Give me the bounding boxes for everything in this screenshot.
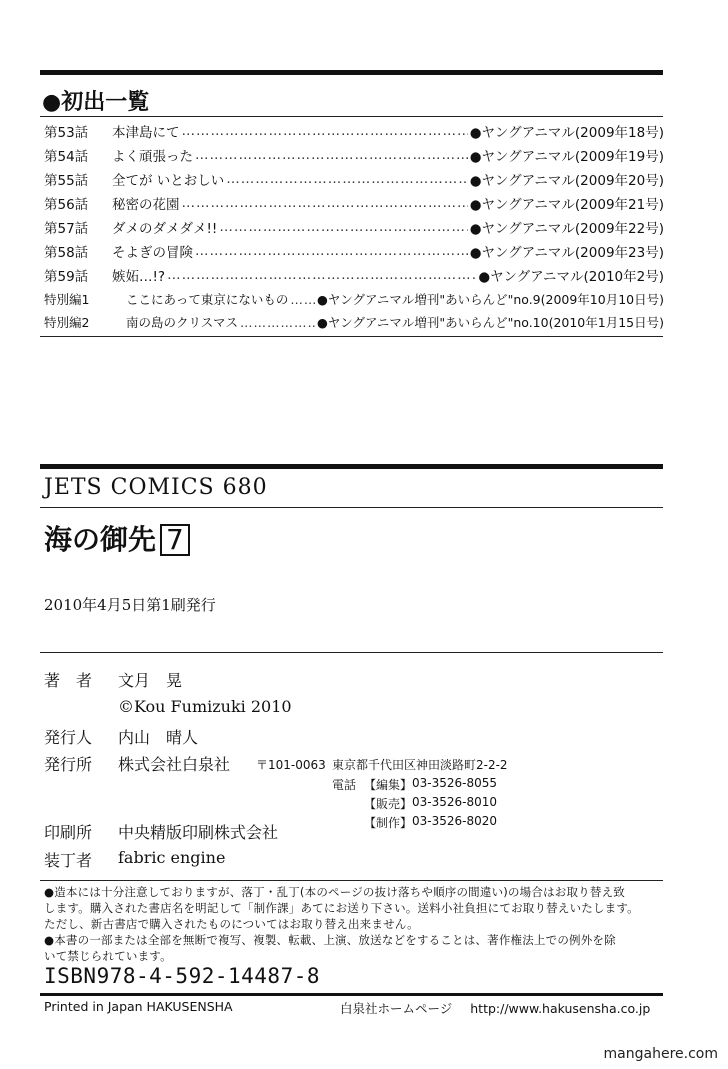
footer-rule (40, 993, 663, 996)
toc-row-special (44, 288, 664, 310)
toc-source: ●ヤングアニマル増刊"あいらんど"no.9(2009年10月10日号) (316, 292, 664, 307)
designer-name: fabric engine (118, 848, 226, 867)
publisher-address: 東京都千代田区神田淡路町2-2-2 (332, 758, 508, 772)
toc-row-special (44, 311, 664, 333)
designer-label: 装丁者 (44, 851, 93, 870)
toc-episode: 特別編1 (44, 292, 90, 307)
toc-episode: 第55話 (44, 173, 89, 189)
publisher-name: 株式会社白泉社 (118, 755, 231, 774)
toc-row (44, 192, 664, 214)
notice-line: ただし、新古書店で購入されたものについてはお取り替え出来ません。 (44, 917, 419, 931)
leader-dots (182, 123, 468, 139)
phone-number: 03-3526-8010 (412, 795, 498, 809)
publisher-label: 発行所 (44, 755, 93, 774)
toc-row (44, 168, 664, 190)
series-divider (40, 507, 663, 508)
leader-dots (240, 315, 315, 330)
author-label: 著 者 (44, 671, 93, 690)
colophon-top-rule (40, 464, 663, 469)
notice-line: ●本書の一部または全部を無断で複写、複製、転載、上演、放送などをすることは、著作権法上での例外を除 (44, 933, 616, 947)
publisher-person-label: 発行人 (44, 728, 93, 747)
leader-dots (226, 171, 467, 187)
toc-episode: 第56話 (44, 197, 89, 213)
toc-episode-title: ダメのダメダメ!! (112, 221, 218, 237)
copyright: ©Kou Fumizuki 2010 (118, 697, 292, 716)
leader-dots (195, 147, 468, 163)
toc-row (44, 240, 664, 262)
toc-episode-title: 本津島にて (112, 125, 180, 141)
printed-in: Printed in Japan HAKUSENSHA (44, 999, 233, 1014)
publisher-person: 内山 晴人 (118, 728, 199, 747)
toc-row (44, 216, 664, 238)
series-name: JETS COMICS 680 (44, 475, 268, 500)
homepage-url[interactable]: http://www.hakusensha.co.jp (470, 1001, 651, 1016)
toc-source: ●ヤングアニマル(2009年20号) (469, 173, 664, 189)
phone-dept: 【編集】 (364, 778, 413, 792)
toc-episode-title: 全てが いとおしい (112, 173, 225, 189)
toc-episode: 第53話 (44, 125, 89, 141)
toc-episode-title: 秘密の花園 (112, 197, 180, 213)
toc-episode: 第58話 (44, 245, 89, 261)
printer-label: 印刷所 (44, 823, 93, 842)
toc-episode: 特別編2 (44, 315, 90, 330)
leader-dots (219, 219, 467, 235)
toc-row (44, 264, 664, 286)
phone-number: 03-3526-8055 (412, 776, 498, 790)
author-name: 文月 晃 (118, 671, 183, 690)
homepage (340, 999, 650, 1017)
isbn: ISBN978-4-592-14487-8 (44, 964, 321, 988)
toc-source: ●ヤングアニマル(2009年22号) (469, 221, 664, 237)
postal-code: 〒101-0063 (256, 758, 326, 772)
notice-line: します。購入された書店名を明記して「制作課」あてにお送り下さい。送料小社負担にてお取り替えいたします。 (44, 901, 639, 915)
publication-date: 2010年4月5日第1刷発行 (44, 596, 216, 614)
toc-source: ●ヤングアニマル(2009年19号) (469, 149, 664, 165)
toc-episode-title: 南の島のクリスマス (126, 315, 239, 330)
notice-top-rule (40, 880, 663, 881)
toc-source: ●ヤングアニマル増刊"あいらんど"no.10(2010年1月15日号) (316, 315, 664, 330)
toc-episode: 第54話 (44, 149, 89, 165)
book-title (44, 518, 190, 558)
top-rule (40, 70, 663, 75)
phone-dept: 【販売】 (364, 797, 413, 811)
book-title-text: 海の御先 (44, 523, 157, 556)
notice-line: いて禁じられています。 (44, 949, 172, 963)
printer-name: 中央精版印刷株式会社 (118, 823, 279, 842)
toc-episode-title: ここにあって東京にないもの (126, 292, 289, 307)
toc-episode-title: 嫉妬…!? (112, 269, 166, 285)
toc-bottom-rule (40, 336, 663, 337)
toc-row (44, 144, 664, 166)
toc-source: ●ヤングアニマル(2009年21号) (469, 197, 664, 213)
notice-line: ●造本には十分注意しておりますが、落丁・乱丁(本のページの抜け落ちや順序の間違い)の場合はお取り替え致 (44, 885, 625, 899)
toc-title: ●初出一覧 (42, 90, 150, 115)
toc-divider (40, 116, 663, 117)
toc-episode-title: そよぎの冒険 (112, 245, 193, 261)
homepage-label: 白泉社ホームページ (340, 1001, 453, 1016)
toc-source: ●ヤングアニマル(2009年23号) (469, 245, 664, 261)
leader-dots (182, 195, 468, 211)
toc-source: ●ヤングアニマル(2009年18号) (469, 125, 664, 141)
volume-number: 7 (160, 524, 190, 556)
watermark-text: mangahere.com (603, 1046, 718, 1062)
toc-row (44, 120, 664, 142)
toc-episode: 第57話 (44, 221, 89, 237)
toc-episode-title: よく頑張った (112, 149, 193, 165)
toc-source: ●ヤングアニマル(2010年2号) (478, 269, 664, 285)
toc-episode: 第59話 (44, 269, 89, 285)
leader-dots (290, 292, 315, 307)
leader-dots (167, 267, 476, 283)
phone-number: 03-3526-8020 (412, 814, 498, 828)
leader-dots (195, 243, 468, 259)
phone-prefix: 電話 (332, 778, 357, 792)
phone-dept: 【制作】 (364, 816, 413, 830)
colophon-divider (40, 652, 663, 653)
